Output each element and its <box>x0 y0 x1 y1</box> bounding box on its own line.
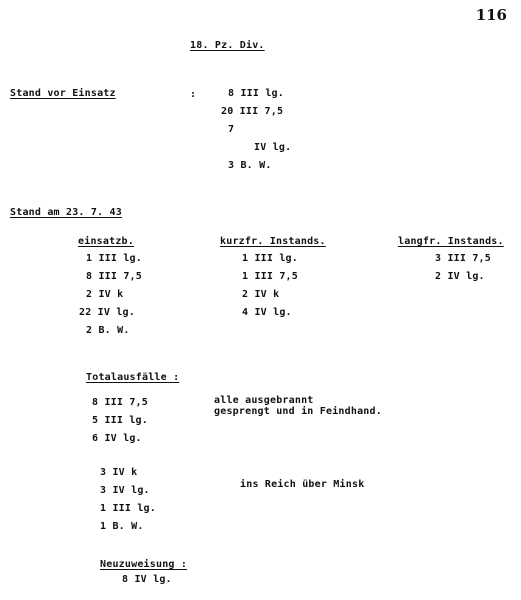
totalausfaelle-label: Totalausfälle : <box>86 372 180 383</box>
page-number: 116 <box>475 6 507 24</box>
column-header-kurzfr: kurzfr. Instands. <box>220 236 326 247</box>
stand-vor-label: Stand vor Einsatz <box>10 88 116 99</box>
column-item: 8 III 7,5 <box>86 271 142 282</box>
neuzuweisung-item: 8 IV lg. <box>122 574 172 585</box>
loss-item: 3 IV lg. <box>100 485 150 496</box>
loss-note: ins Reich über Minsk <box>240 479 365 490</box>
column-header-einsatzb: einsatzb. <box>78 236 134 247</box>
column-item: 2 IV lg. <box>435 271 485 282</box>
column-item: 1 III lg. <box>86 253 142 264</box>
loss-item: 3 IV k <box>100 467 138 478</box>
loss-item: 8 III 7,5 <box>92 397 148 408</box>
loss-item: 5 III lg. <box>92 415 148 426</box>
column-item: 3 III 7,5 <box>435 253 491 264</box>
column-item: 4 IV lg. <box>242 307 292 318</box>
loss-item: 1 B. W. <box>100 521 144 532</box>
column-item: 2 IV k <box>86 289 124 300</box>
stand-vor-item: 20 III 7,5 <box>221 106 284 117</box>
stand-vor-item: 7 <box>228 124 235 135</box>
column-item: 1 III 7,5 <box>242 271 298 282</box>
loss-note: alle ausgebrannt <box>214 395 314 406</box>
column-item: 1 III lg. <box>242 253 298 264</box>
column-header-langfr: langfr. Instands. <box>398 236 504 247</box>
stand-vor-item: IV lg. <box>254 142 292 153</box>
neuzuweisung-label: Neuzuweisung : <box>100 559 188 570</box>
stand-vor-item: 3 B. W. <box>228 160 272 171</box>
loss-item: 1 III lg. <box>100 503 156 514</box>
loss-note: gesprengt und in Feindhand. <box>214 406 382 417</box>
stand-vor-colon: : <box>190 89 197 100</box>
column-item: 22 IV lg. <box>79 307 135 318</box>
stand-am-label: Stand am 23. 7. 43 <box>10 207 122 218</box>
stand-vor-item: 8 III lg. <box>228 88 284 99</box>
loss-item: 6 IV lg. <box>92 433 142 444</box>
column-item: 2 IV k <box>242 289 280 300</box>
column-item: 2 B. W. <box>86 325 130 336</box>
division-title: 18. Pz. Div. <box>190 40 265 51</box>
